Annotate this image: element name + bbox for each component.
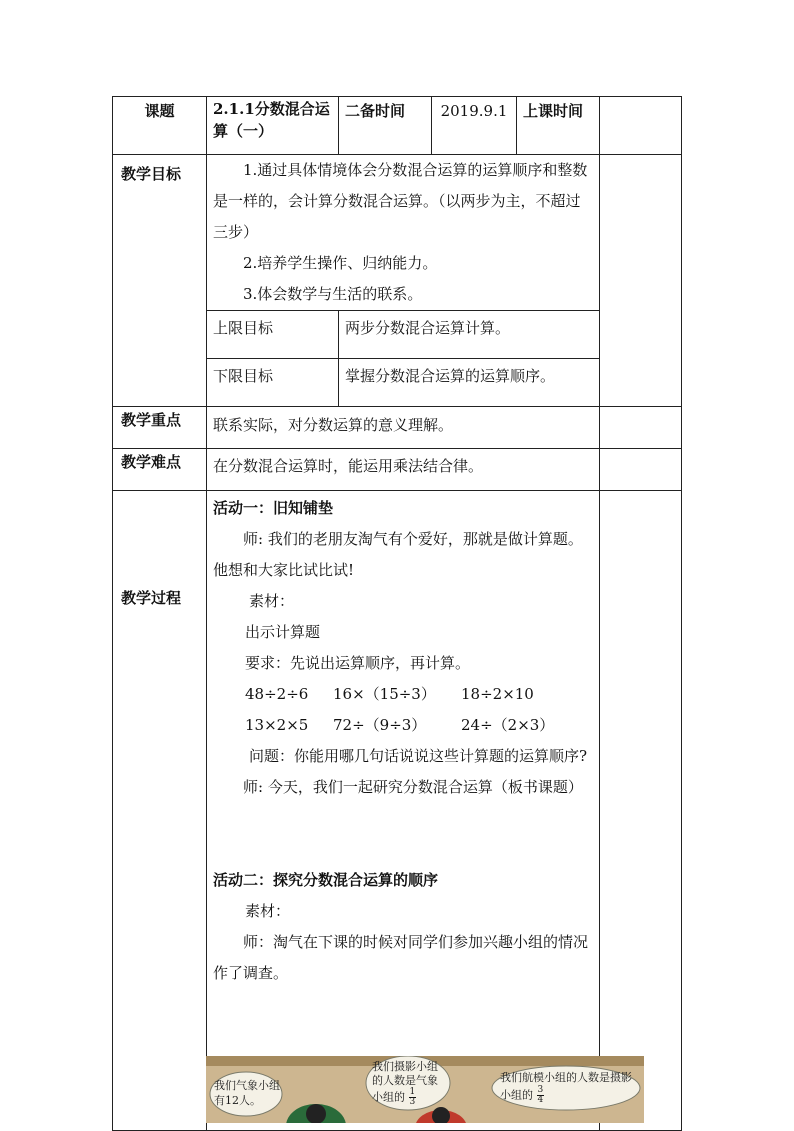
bubble-photo-text: 我们摄影小组的人数是气象小组的 <box>372 1060 438 1104</box>
goal-item-1: 1.通过具体情境体会分数混合运算的运算顺序和整数是一样的，会计算分数混合运算。（以两步为主，不超过三步） <box>213 161 588 241</box>
activity1-teacher: 师: 我们的老朋友淘气有个爱好，那就是做计算题。他想和大家比试比试! <box>213 530 583 579</box>
activity1-question: 问题：你能用哪几句话说说这些计算题的运算顺序? <box>249 747 588 765</box>
formula-5: 72÷（9÷3） <box>333 716 427 734</box>
formula-row-2 <box>213 710 593 741</box>
key-points-value: 联系实际，对分数运算的意义理解。 <box>207 407 600 449</box>
activity2-title: 活动二：探究分数混合运算的顺序 <box>213 871 439 889</box>
classroom-illustration <box>206 1056 644 1123</box>
prep-time-value: 2019.9.1 <box>432 97 517 155</box>
activity2-teacher: 师：淘气在下课的时候对同学们参加兴趣小组的情况作了调查。 <box>213 933 589 982</box>
topic-label: 课题 <box>113 97 207 155</box>
bubble-model-group <box>500 1070 634 1105</box>
difficulty-side <box>600 449 682 491</box>
topic-value: 2.1.1分数混合运算（一） <box>207 97 339 155</box>
process-label: 教学过程 <box>113 491 207 1131</box>
formula-6: 24÷（2×3） <box>461 716 555 734</box>
upper-goal-value: 两步分数混合运算计算。 <box>339 311 600 359</box>
process-side <box>600 491 682 1131</box>
activity1-teacher2: 师: 今天，我们一起研究分数混合运算（板书课题） <box>243 778 583 796</box>
key-points-label: 教学重点 <box>113 407 207 449</box>
formula-1: 48÷2÷6 <box>245 685 309 703</box>
bubble-model-text: 我们航模小组的人数是摄影小组的 <box>500 1071 632 1102</box>
fraction-one-third <box>409 1088 417 1107</box>
lower-goal-label: 下限目标 <box>207 359 339 407</box>
process-content <box>207 491 600 1131</box>
lesson-plan-table <box>112 96 682 1131</box>
formula-4: 13×2×5 <box>245 716 309 734</box>
goal-item-3: 3.体会数学与生活的联系。 <box>243 285 423 303</box>
activity1-show: 出示计算题 <box>245 623 321 641</box>
fraction-num: 1 <box>409 1087 416 1097</box>
difficulty-value: 在分数混合运算时，能运用乘法结合律。 <box>207 449 600 491</box>
formula-3: 18÷2×10 <box>461 685 534 703</box>
fraction-num-2: 3 <box>537 1085 544 1095</box>
fraction-three-quarters <box>537 1086 545 1105</box>
class-time-label: 上课时间 <box>517 97 600 155</box>
class-time-value <box>600 97 682 155</box>
activity1-material: 素材： <box>249 592 295 610</box>
lower-goal-value: 掌握分数混合运算的运算顺序。 <box>339 359 600 407</box>
formula-row-1 <box>213 679 593 710</box>
bubble-photo-group <box>372 1060 448 1107</box>
activity2-material: 素材： <box>245 902 291 920</box>
difficulty-label: 教学难点 <box>113 449 207 491</box>
key-points-side <box>600 407 682 449</box>
upper-goal-label: 上限目标 <box>207 311 339 359</box>
bubble-weather-group: 我们气象小组有12人。 <box>214 1079 280 1107</box>
formula-2: 16×（15÷3） <box>333 685 436 703</box>
prep-time-label: 二备时间 <box>339 97 432 155</box>
spacer <box>213 803 593 865</box>
fraction-den: 3 <box>409 1097 416 1107</box>
goals-side-cell <box>600 155 682 407</box>
goal-item-2: 2.培养学生操作、归纳能力。 <box>243 254 438 272</box>
goals-label: 教学目标 <box>113 155 207 407</box>
activity1-require: 要求：先说出运算顺序，再计算。 <box>245 654 471 672</box>
activity1-title: 活动一：旧知铺垫 <box>213 499 334 517</box>
goals-content <box>207 155 600 311</box>
fraction-den-2: 4 <box>537 1095 544 1105</box>
